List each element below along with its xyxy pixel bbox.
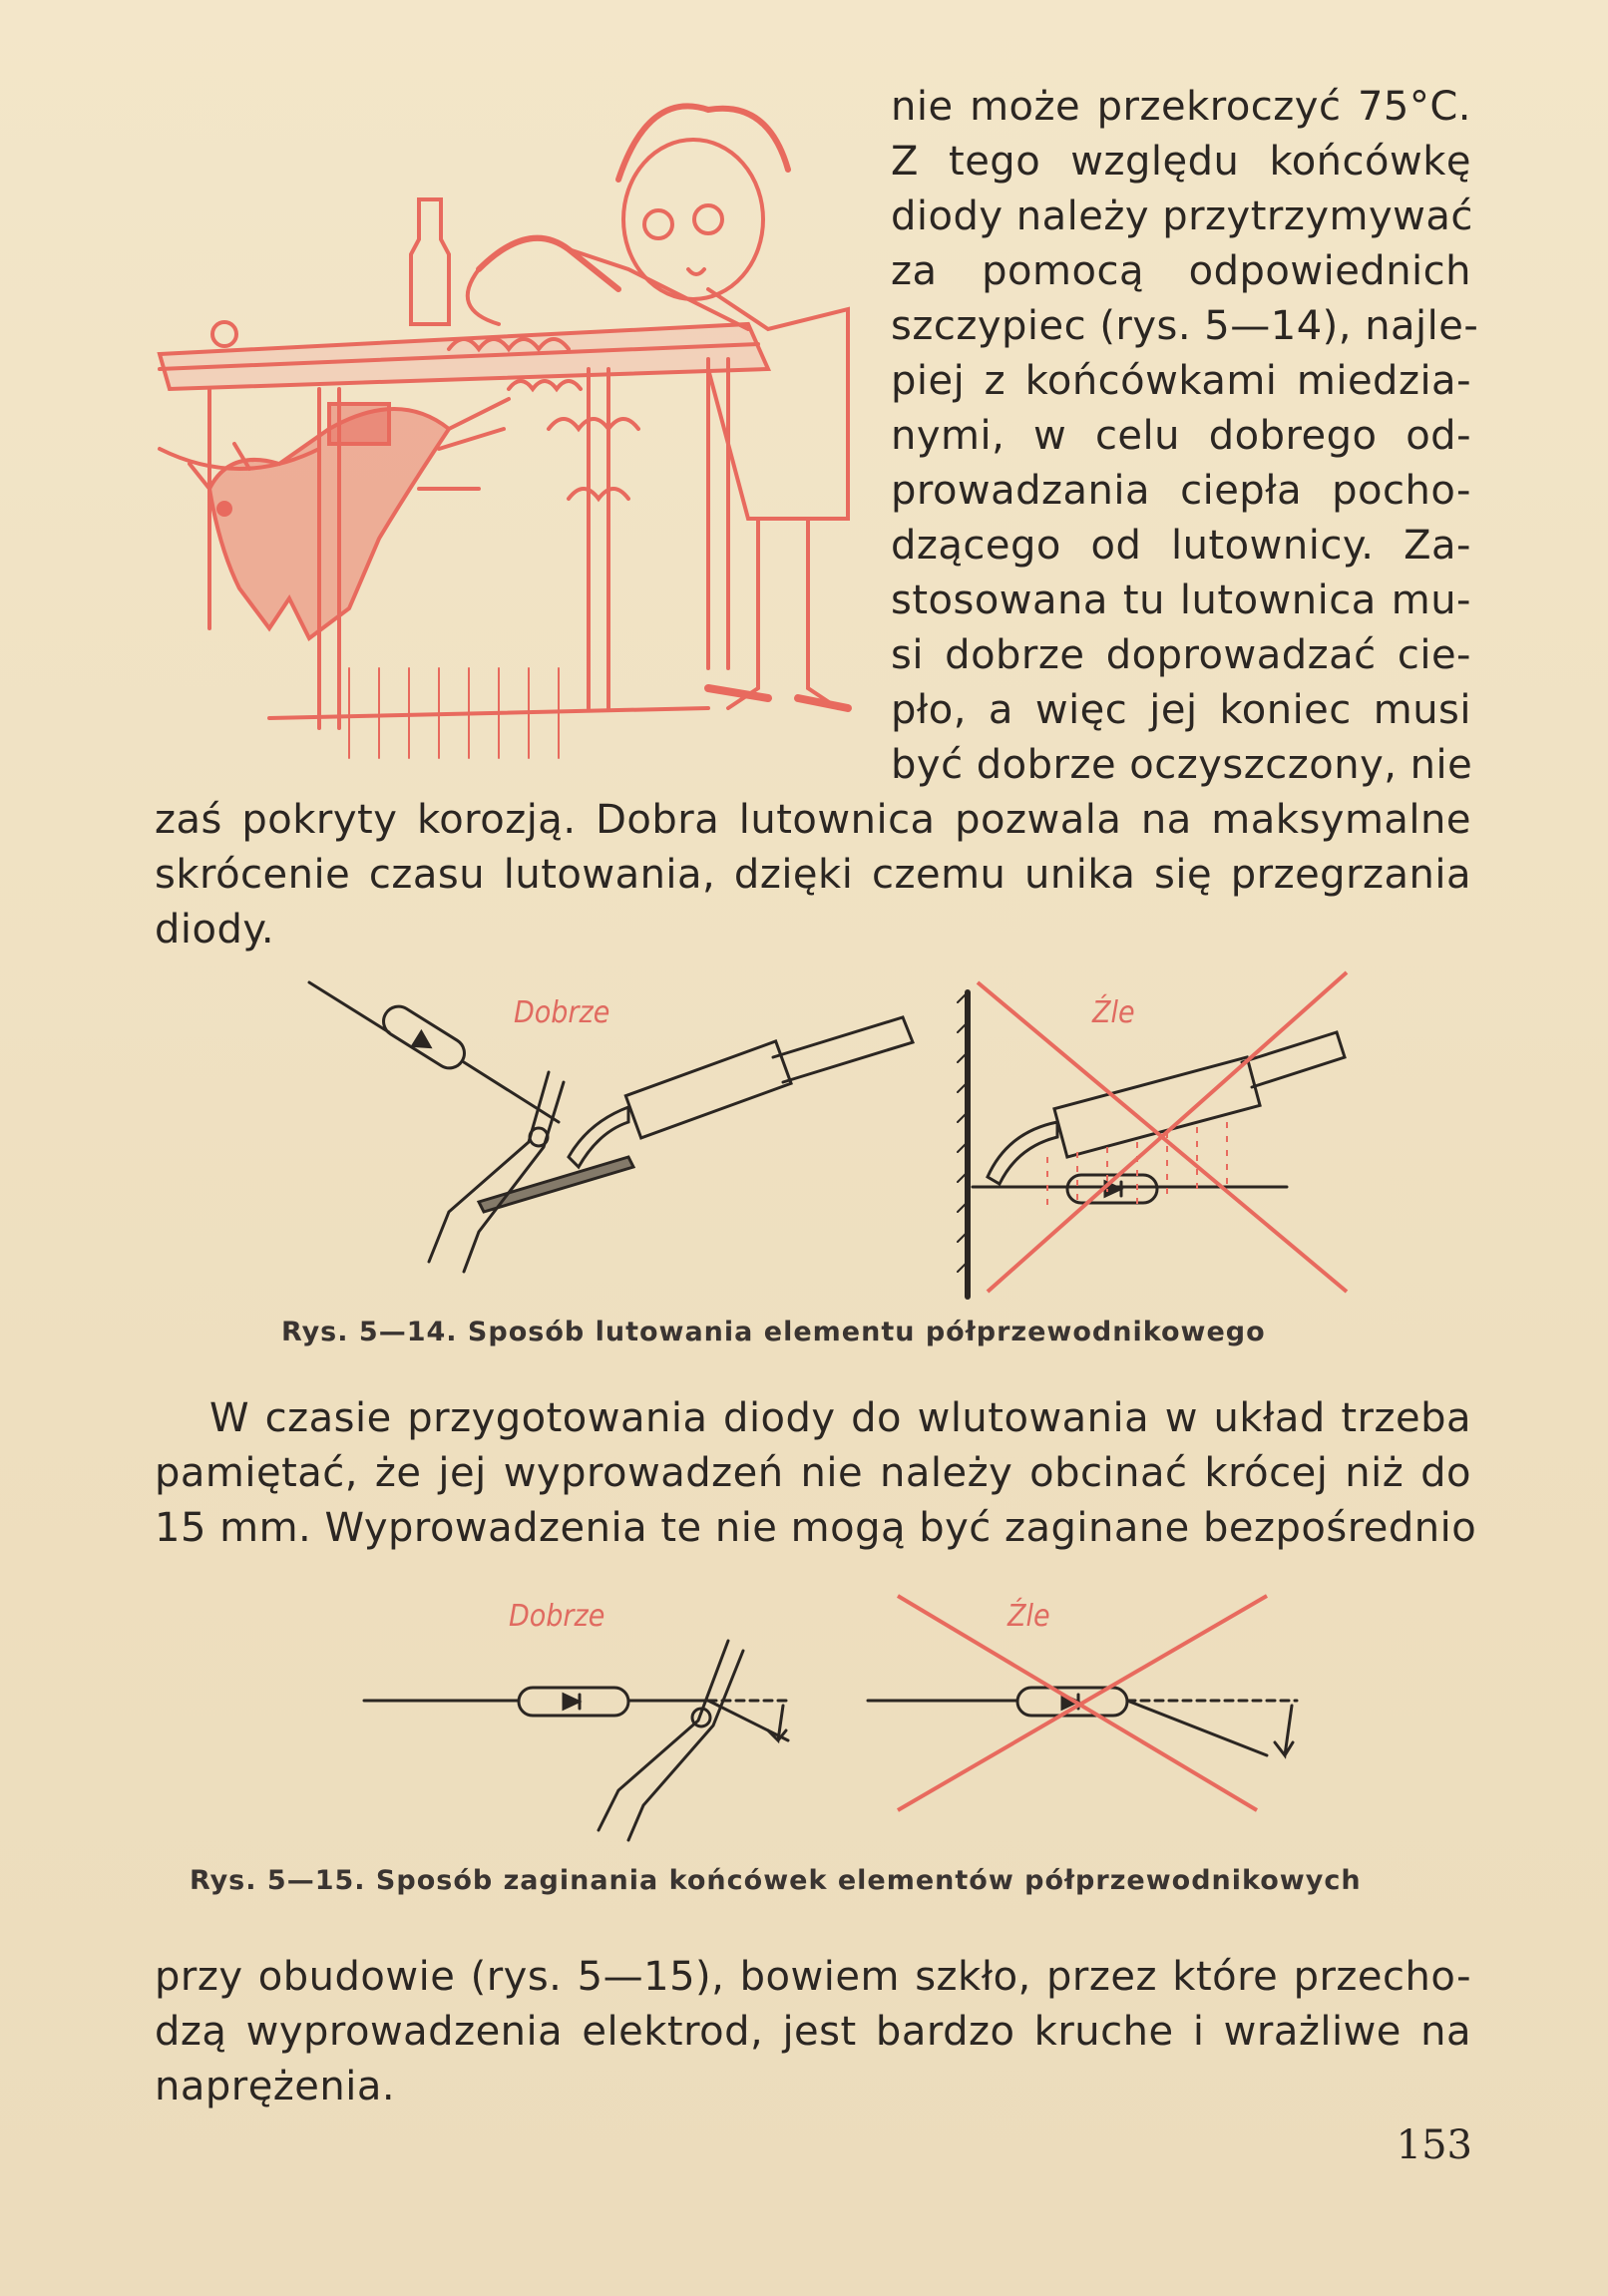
figure-5-15 xyxy=(359,1581,1357,1830)
text-line: dzącego od lutownicy. Za- xyxy=(891,523,1471,569)
page-number: 153 xyxy=(1396,2122,1472,2168)
text-line: naprężenia. xyxy=(155,2064,396,2109)
text-line: prowadzania ciepła pocho- xyxy=(891,468,1471,514)
text-line: piej z końcówkami miedzia- xyxy=(891,358,1471,404)
text-line: przy obudowie (rys. 5—15), bowiem szkło, przez które przecho- xyxy=(155,1954,1471,2000)
figure-14-caption: Rys. 5—14. Sposób lutowania elementu półprzewodnikowego xyxy=(281,1317,1266,1347)
text-line: dzą wyprowadzenia elektrod, jest bardzo kruche i wrażliwe na xyxy=(155,2009,1471,2055)
text-line: 15 mm. Wyprowadzenia te nie mogą być zaginane bezpośrednio xyxy=(155,1505,1477,1551)
figure-5-14 xyxy=(289,962,1387,1312)
text-line: zaś pokryty korozją. Dobra lutownica pozwala na maksymalne xyxy=(155,797,1471,843)
text-line: W czasie przygotowania diody do wlutowania w układ trzeba xyxy=(209,1395,1471,1441)
text-line: być dobrze oczyszczony, nie xyxy=(891,742,1473,788)
figure-15-caption: Rys. 5—15. Sposób zaginania końcówek elementów półprzewodnikowych xyxy=(190,1865,1362,1896)
text-line: si dobrze doprowadzać cie- xyxy=(891,632,1471,678)
figure-14-label-good: Dobrze xyxy=(514,995,610,1030)
figure-14-label-bad: Źle xyxy=(1092,995,1135,1030)
figure-15-label-good: Dobrze xyxy=(509,1599,605,1634)
text-line: diody. xyxy=(155,907,275,953)
text-line: szczypiec (rys. 5—14), najle- xyxy=(891,303,1479,349)
text-line: pło, a więc jej koniec musi xyxy=(891,687,1471,733)
figure-15-label-bad: Źle xyxy=(1007,1599,1050,1634)
text-line: za pomocą odpowiednich xyxy=(891,248,1471,294)
text-line: nymi, w celu dobrego od- xyxy=(891,413,1471,459)
text-line: Z tego względu końcówkę xyxy=(891,139,1471,185)
text-line: pamiętać, że jej wyprowadzeń nie należy obcinać krócej niż do xyxy=(155,1450,1471,1496)
text-line: stosowana tu lutownica mu- xyxy=(891,577,1471,623)
text-line: skrócenie czasu lutowania, dzięki czemu unika się przegrzania xyxy=(155,852,1471,898)
boy-soldering-cat-illustration xyxy=(150,70,868,788)
text-line: nie może przekroczyć 75°C. xyxy=(891,84,1471,130)
text-line: diody należy przytrzymywać xyxy=(891,193,1473,239)
